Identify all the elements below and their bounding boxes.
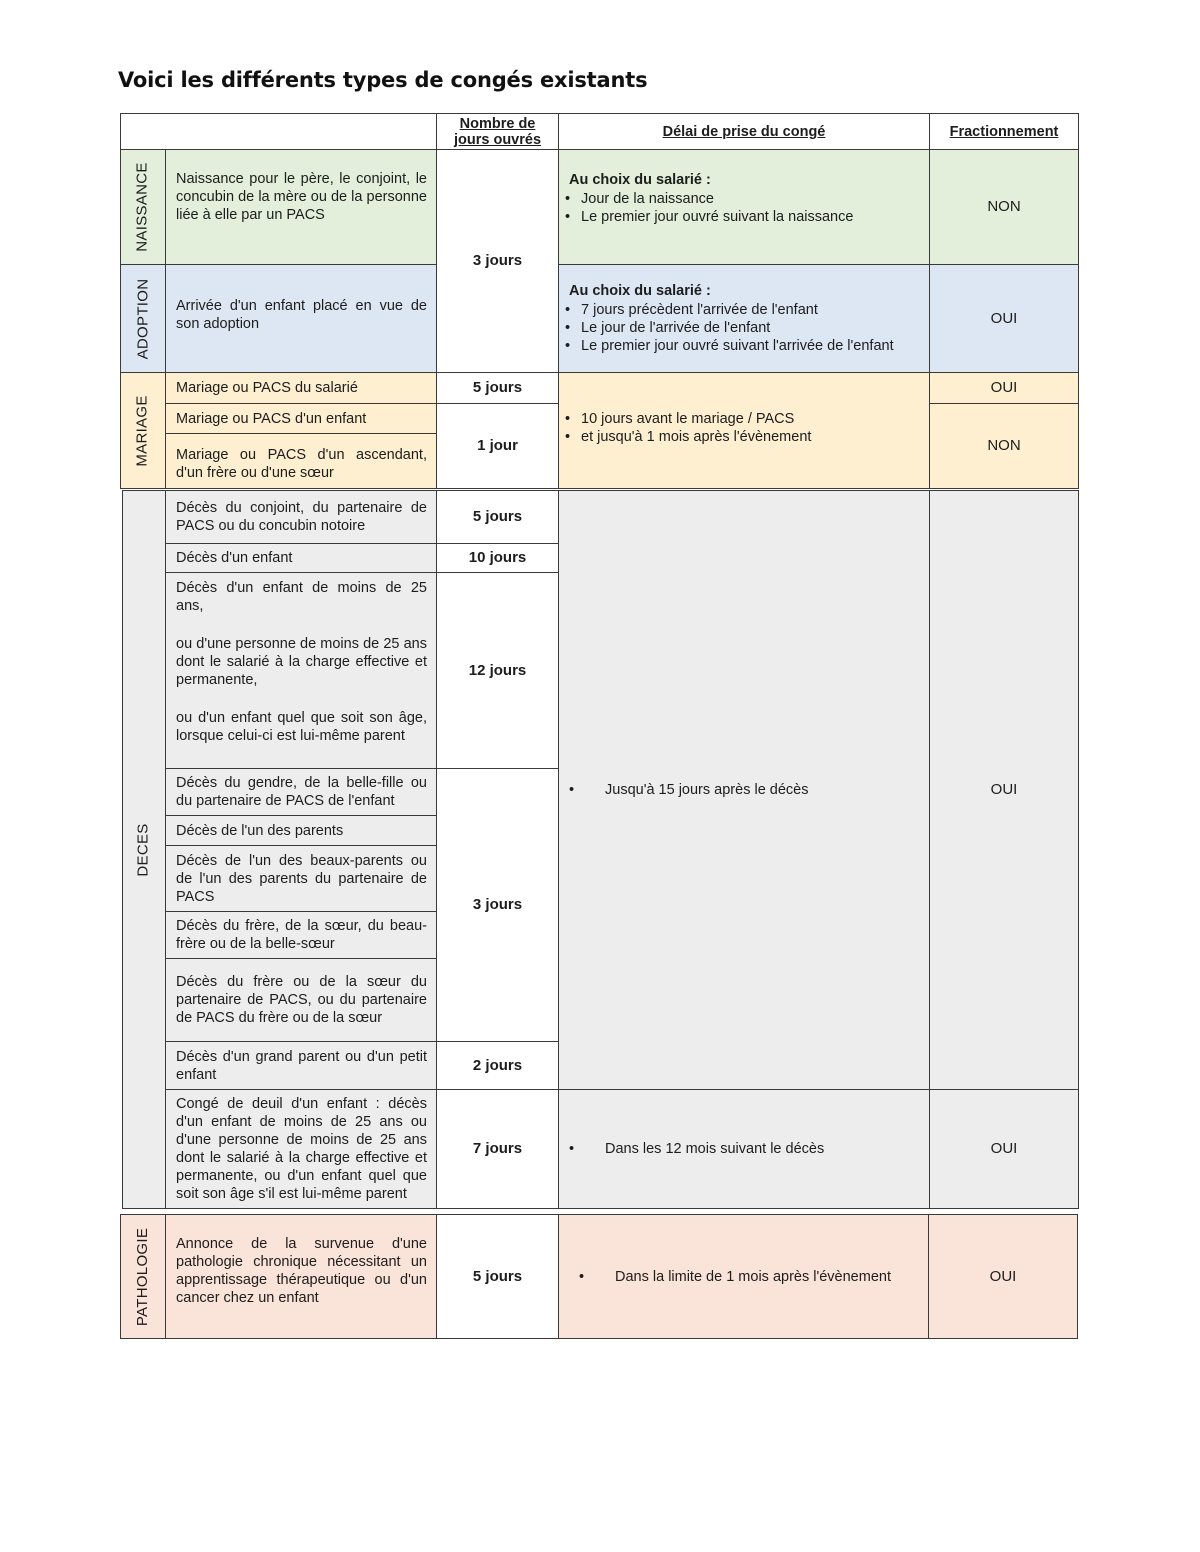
deces-description: Décès du gendre, de la belle-fille ou du partenaire de PACS de l'enfant <box>165 768 437 816</box>
mariage-delay <box>558 372 930 489</box>
pathologie-split: OUI <box>928 1214 1078 1339</box>
naissance-delay-head: Au choix du salarié : <box>569 171 711 188</box>
category-naissance: NAISSANCE <box>120 149 166 265</box>
pathologie-description: Annonce de la survenue d'une pathologie chronique nécessitant un apprentissage thérapeutique ou d'un cancer chez un enfant <box>165 1214 437 1339</box>
deces-description-part: ou d'un enfant quel que soit son âge, lorsque celui-ci est lui-même parent <box>176 710 427 744</box>
naissance-adoption-days: 3 jours <box>436 149 559 373</box>
adoption-delay-item: • Le premier jour ouvré suivant l'arrivée de l'enfant <box>563 337 929 355</box>
mariage-days-shared: 1 jour <box>436 403 559 489</box>
naissance-delay <box>558 149 930 265</box>
category-deces: DECES <box>122 490 166 1209</box>
header-empty <box>120 113 437 150</box>
header-days: Nombre de jours ouvrés <box>436 113 559 150</box>
adoption-delay-item: • 7 jours précèdent l'arrivée de l'enfant <box>563 301 929 319</box>
deces-description: Décès de l'un des parents <box>165 815 437 846</box>
pathologie-delay <box>558 1214 929 1339</box>
deces-description: Décès de l'un des beaux-parents ou de l'un des parents du partenaire de PACS <box>165 845 437 912</box>
deces-description-multi <box>165 572 437 769</box>
deuil-delay <box>558 1089 930 1209</box>
adoption-split: OUI <box>929 264 1079 373</box>
mariage-delay-item: • 10 jours avant le mariage / PACS <box>563 410 929 428</box>
deuil-description: Congé de deuil d'un enfant : décès d'un enfant de moins de 25 ans ou d'une personne de moins de 25 ans dont le salarié à la charge effective et permanente, ou d'un enfant quel que soit son âge s'il est lui-même parent <box>165 1089 437 1209</box>
deces-days: 12 jours <box>436 572 559 769</box>
deces-description: Décès du conjoint, du partenaire de PACS ou du concubin notoire <box>165 490 437 544</box>
category-pathologie: PATHOLOGIE <box>120 1214 166 1339</box>
page-title: Voici les différents types de congés existants <box>118 68 648 92</box>
deces-description-part: Décès d'un enfant de moins de 25 ans, <box>176 580 427 614</box>
deces-description: Décès d'un enfant <box>165 543 437 573</box>
deces-days: 2 jours <box>436 1041 559 1090</box>
mariage-delay-item: • et jusqu'à 1 mois après l'évènement <box>563 428 929 446</box>
category-adoption: ADOPTION <box>120 264 166 373</box>
deces-description: Décès du frère ou de la sœur du partenaire de PACS, ou du partenaire de PACS du frère ou de la sœur <box>165 958 437 1042</box>
deces-days-shared: 3 jours <box>436 768 559 1042</box>
header-delay: Délai de prise du congé <box>558 113 930 150</box>
mariage-days: 5 jours <box>436 372 559 404</box>
category-mariage: MARIAGE <box>120 372 166 489</box>
deces-description: Décès d'un grand parent ou d'un petit enfant <box>165 1041 437 1090</box>
deuil-days: 7 jours <box>436 1089 559 1209</box>
deuil-split: OUI <box>929 1089 1079 1209</box>
deces-days: 5 jours <box>436 490 559 544</box>
deces-days: 10 jours <box>436 543 559 573</box>
adoption-delay-head: Au choix du salarié : <box>569 283 711 299</box>
pathologie-days: 5 jours <box>436 1214 559 1339</box>
adoption-delay-item: • Le jour de l'arrivée de l'enfant <box>563 319 929 337</box>
mariage-split: OUI <box>929 372 1079 404</box>
naissance-description: Naissance pour le père, le conjoint, le concubin de la mère ou de la personne liée à elle par un PACS <box>165 149 437 265</box>
naissance-delay-item: • Le premier jour ouvré suivant la naissance <box>563 208 929 226</box>
deces-description-part: ou d'une personne de moins de 25 ans dont le salarié à la charge effective et permanente, <box>176 636 427 688</box>
naissance-delay-item: • Jour de la naissance <box>563 190 929 208</box>
pathologie-delay-item: • Dans la limite de 1 mois après l'évènement <box>563 1268 928 1286</box>
header-split: Fractionnement <box>929 113 1079 150</box>
deces-delay <box>558 490 930 1090</box>
adoption-delay <box>558 264 930 373</box>
adoption-description: Arrivée d'un enfant placé en vue de son adoption <box>165 264 437 373</box>
naissance-split: NON <box>929 149 1079 265</box>
mariage-split-shared: NON <box>929 403 1079 489</box>
mariage-description: Mariage ou PACS du salarié <box>165 372 437 404</box>
deces-split: OUI <box>929 490 1079 1090</box>
mariage-description: Mariage ou PACS d'un enfant <box>165 403 437 434</box>
deuil-delay-item: • Dans les 12 mois suivant le décès <box>563 1140 929 1158</box>
deces-description: Décès du frère, de la sœur, du beau-frère ou de la belle-sœur <box>165 911 437 959</box>
deces-delay-item: • Jusqu'à 15 jours après le décès <box>563 781 929 799</box>
mariage-description: Mariage ou PACS d'un ascendant, d'un frère ou d'une sœur <box>165 433 437 489</box>
